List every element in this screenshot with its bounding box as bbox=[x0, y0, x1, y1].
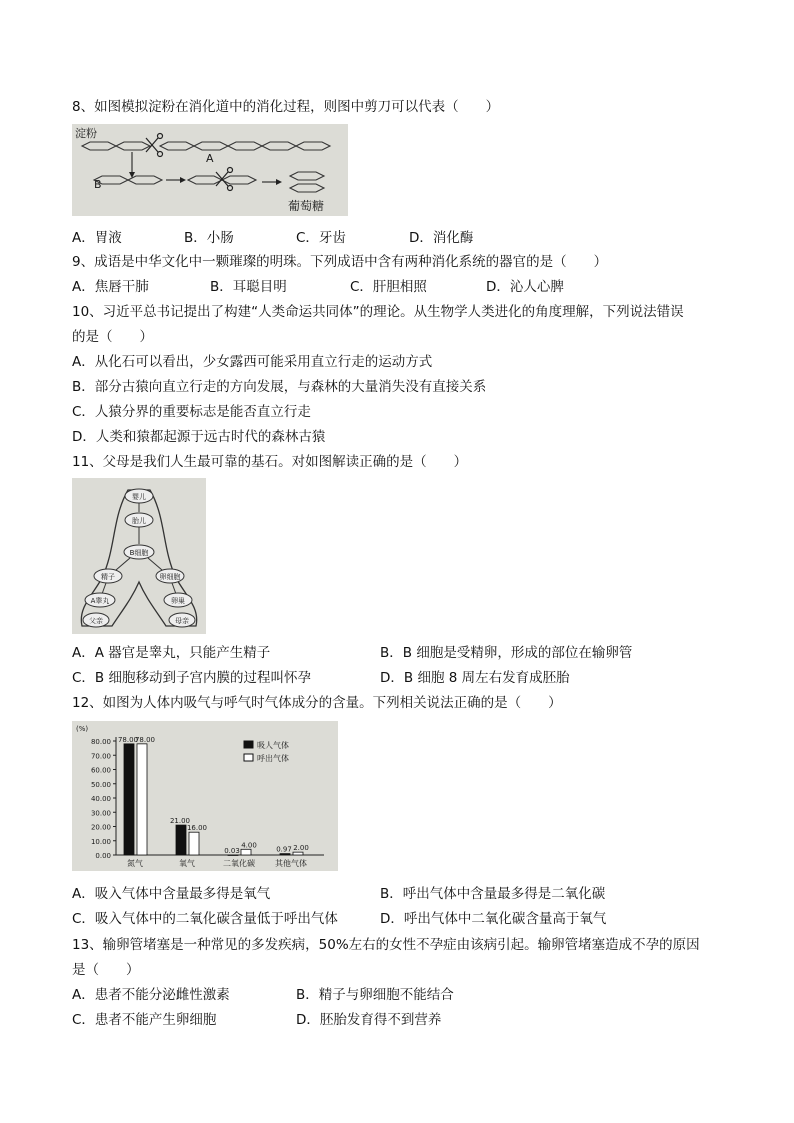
legend-swatch-inhaled bbox=[244, 741, 253, 748]
q9-option-b: B．耳聪目明 bbox=[210, 279, 287, 295]
legend-inhaled: 吸人气体 bbox=[257, 741, 289, 750]
q8-starch-label: 淀粉 bbox=[75, 127, 97, 140]
q11-option-b: B．B 细胞是受精卵，形成的部位在输卵管 bbox=[380, 645, 633, 661]
y-tick-label: 60.00 bbox=[90, 766, 111, 775]
q8-option-c: C．牙齿 bbox=[296, 230, 346, 246]
chart-unit-label: (%) bbox=[76, 725, 89, 733]
q13-option-d: D．胚胎发育得不到营养 bbox=[296, 1012, 442, 1028]
q11-baby-label: 婴儿 bbox=[132, 493, 146, 501]
q13-option-a: A．患者不能分泌雌性激素 bbox=[72, 987, 230, 1003]
y-tick-label: 10.00 bbox=[90, 837, 111, 846]
q9-option-d: D．沁人心脾 bbox=[486, 279, 564, 295]
q13-option-b: B．精子与卵细胞不能结合 bbox=[296, 987, 454, 1003]
bar-exhaled-3 bbox=[293, 852, 303, 855]
q12-stem: 12、如图为人体内吸气与呼气时气体成分的含量。下列相关说法正确的是（ ） bbox=[72, 695, 562, 711]
q8-option-d: D．消化酶 bbox=[409, 230, 474, 246]
q11-figure bbox=[72, 478, 206, 634]
category-label: 氮气 bbox=[127, 859, 143, 868]
bar-exhaled-2 bbox=[241, 849, 251, 855]
q10-option-c: C．人猿分界的重要标志是能否直立行走 bbox=[72, 404, 311, 420]
q8-option-a: A．胃液 bbox=[72, 230, 122, 246]
q11-fetus-label: 胎儿 bbox=[132, 517, 146, 525]
q12-option-b: B．呼出气体中含量最多得是二氧化碳 bbox=[380, 886, 606, 902]
data-label: 78.00 bbox=[134, 735, 156, 744]
q8-a-label: A bbox=[206, 152, 214, 165]
q11-option-a: A．A 器官是睾丸，只能产生精子 bbox=[72, 645, 271, 661]
category-label: 氧气 bbox=[179, 859, 195, 868]
q8-glucose-label: 葡萄糖 bbox=[288, 199, 325, 213]
q10-option-a: A．从化石可以看出，少女露西可能采用直立行走的运动方式 bbox=[72, 354, 433, 370]
y-tick-label: 40.00 bbox=[90, 795, 111, 803]
q11-sperm-label: 精子 bbox=[101, 573, 115, 581]
bar-inhaled-3 bbox=[280, 854, 290, 855]
data-label: 21.00 bbox=[169, 817, 191, 826]
legend-swatch-exhaled bbox=[244, 754, 253, 761]
y-tick-label: 70.00 bbox=[90, 752, 111, 761]
q10-option-d: D．人类和猿都起源于远古时代的森林古猿 bbox=[72, 429, 326, 445]
category-label: 其他气体 bbox=[275, 859, 307, 868]
bar-exhaled-0 bbox=[137, 744, 147, 855]
q10-stem-line2: 的是（ ） bbox=[72, 329, 153, 345]
q8-option-b: B．小肠 bbox=[184, 230, 234, 246]
y-tick-label: 30.00 bbox=[90, 809, 111, 818]
data-label: 78.00 bbox=[117, 735, 139, 744]
chart-legend bbox=[244, 740, 289, 763]
q8-b-label: B bbox=[94, 178, 102, 191]
bar-inhaled-1 bbox=[176, 825, 186, 855]
q9-option-a: A．焦唇干肺 bbox=[72, 279, 149, 295]
q11-a-label: A睾丸 bbox=[90, 597, 110, 605]
starch-chain bbox=[82, 142, 330, 150]
q11-egg-label: 卵细胞 bbox=[159, 573, 181, 581]
data-label: 16.00 bbox=[186, 824, 208, 833]
q13-option-c: C．患者不能产生卵细胞 bbox=[72, 1012, 217, 1028]
data-label: 2.00 bbox=[293, 844, 309, 853]
q11-mother-label: 母亲 bbox=[175, 617, 189, 625]
data-label: 0.03 bbox=[224, 846, 240, 855]
q12-chart bbox=[72, 721, 338, 871]
y-tick-label: 80.00 bbox=[90, 738, 111, 746]
q12-option-d: D．呼出气体中二氧化碳含量高于氧气 bbox=[380, 911, 607, 927]
y-tick-label: 50.00 bbox=[90, 780, 111, 789]
category-label: 二氧化碳 bbox=[223, 859, 255, 868]
bar-inhaled-2 bbox=[228, 855, 238, 856]
q8-stem: 8、如图模拟淀粉在消化道中的消化过程，则图中剪刀可以代表（ ） bbox=[72, 99, 500, 115]
bar-inhaled-0 bbox=[124, 744, 134, 855]
q11-ovary-label: 卵巢 bbox=[171, 597, 185, 605]
y-tick-label: 20.00 bbox=[90, 823, 111, 832]
bar-exhaled-1 bbox=[189, 832, 199, 855]
data-label: 4.00 bbox=[241, 841, 257, 850]
q9-stem: 9、成语是中华文化中一颗璀璨的明珠。下列成语中含有两种消化系统的器官的是（ ） bbox=[72, 254, 608, 270]
data-label: 0.97 bbox=[276, 845, 292, 854]
q13-stem-line1: 13、输卵管堵塞是一种常见的多发疾病，50%左右的女性不孕症由该病引起。输卵管堵塞造成不孕的原因 bbox=[72, 937, 700, 953]
legend-exhaled: 呼出气体 bbox=[257, 754, 289, 763]
q9-option-c: C．肝胆相照 bbox=[350, 279, 427, 295]
glucose-units bbox=[290, 172, 324, 192]
q11-father-label: 父亲 bbox=[89, 617, 103, 625]
q13-stem-line2: 是（ ） bbox=[72, 962, 140, 978]
q12-option-c: C．吸入气体中的二氧化碳含量低于呼出气体 bbox=[72, 911, 338, 927]
q12-option-a: A．吸入气体中含量最多得是氧气 bbox=[72, 886, 271, 902]
q11-option-d: D．B 细胞 8 周左右发育成胚胎 bbox=[380, 670, 570, 686]
y-tick-label: 0.00 bbox=[95, 852, 111, 860]
q10-stem-line1: 10、习近平总书记提出了构建“人类命运共同体”的理论。从生物学人类进化的角度理解，下列说法错误 bbox=[72, 304, 684, 320]
q11-stem: 11、父母是我们人生最可靠的基石。对如图解读正确的是（ ） bbox=[72, 454, 468, 470]
q8-figure bbox=[72, 124, 348, 216]
q10-option-b: B．部分古猿向直立行走的方向发展，与森林的大量消失没有直接关系 bbox=[72, 379, 487, 395]
q11-b-cell-label: B细胞 bbox=[129, 549, 149, 557]
q11-option-c: C．B 细胞移动到子宫内膜的过程叫怀孕 bbox=[72, 670, 311, 686]
